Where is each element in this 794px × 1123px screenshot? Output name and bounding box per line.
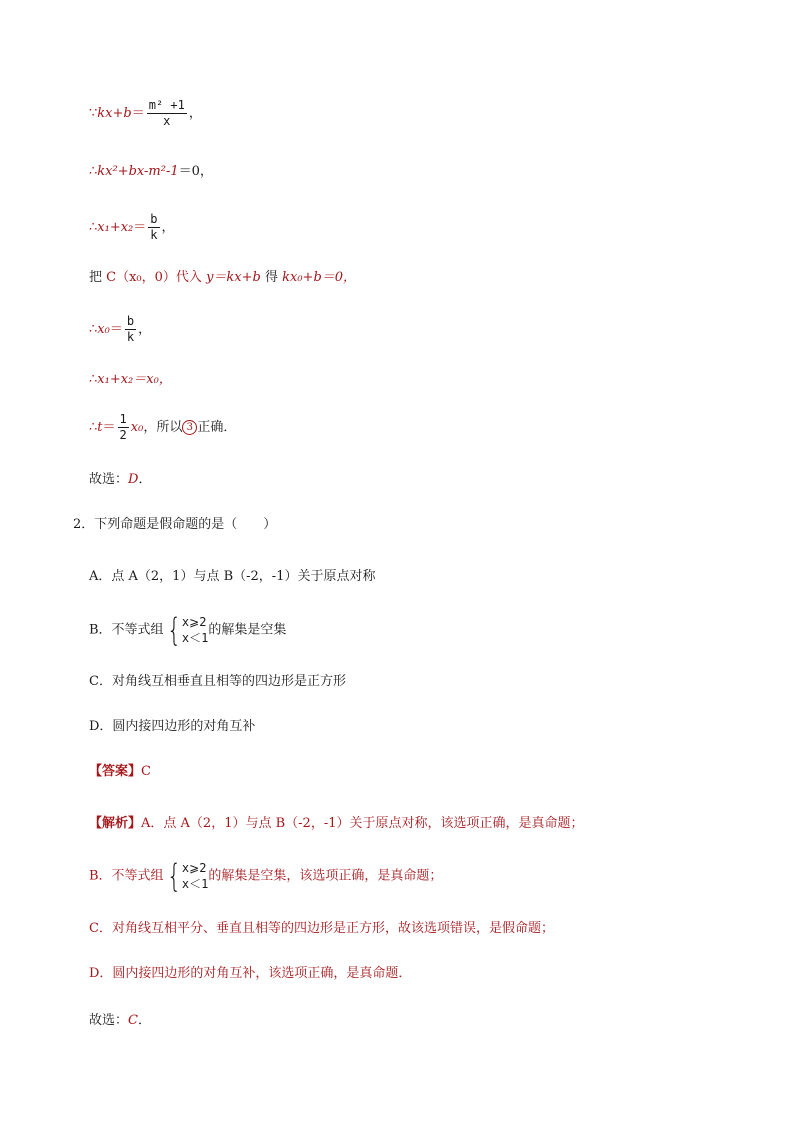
expression: kx²+bx-m²-1 xyxy=(97,164,179,179)
option-b-suffix: 的解集是空集 xyxy=(208,622,287,638)
punctuation: ． xyxy=(138,472,152,487)
analysis-b-suffix: 的解集是空集，该选项正确，是真命题； xyxy=(208,868,443,884)
text-suoyi: ，所以 xyxy=(143,420,183,435)
substitution-text: C（x₀，0）代入 xyxy=(106,270,202,285)
analysis-b xyxy=(89,857,443,895)
inequality-2: x＜1 xyxy=(181,877,209,891)
result-equation: kx₀+b＝0， xyxy=(282,270,357,285)
brace-icon: { xyxy=(166,611,181,649)
final-value: C xyxy=(128,1013,138,1028)
inequality-system xyxy=(164,857,209,895)
analysis-c: C．对角线互相平分、垂直且相等的四边形是正方形，故该选项错误，是假命题； xyxy=(89,921,554,936)
option-a: A．点 A（2，1）与点 B（-2，-1）关于原点对称 xyxy=(89,569,376,584)
expression: t xyxy=(97,420,103,435)
option-b-prefix: B．不等式组 xyxy=(89,622,164,638)
x0: x₀ xyxy=(130,420,144,435)
text-correct: 正确． xyxy=(197,420,237,435)
equation-tail: ＝0， xyxy=(178,164,213,179)
equals-sign: ＝ xyxy=(102,420,116,435)
answer-label: 【答案】 xyxy=(89,764,142,779)
punctuation: ， xyxy=(138,322,152,337)
numerator: m² +1 xyxy=(148,98,185,112)
equals-sign: ＝ xyxy=(133,220,147,235)
inequality-system xyxy=(164,611,209,649)
therefore-symbol: ∴ xyxy=(89,420,98,435)
question-stem: 2．下列命题是假命题的是（ ） xyxy=(73,517,277,532)
option-d: D．圆内接四边形的对角互补 xyxy=(89,719,256,734)
solution-final xyxy=(89,471,151,489)
denominator: k xyxy=(126,330,135,344)
numerator: b xyxy=(150,212,158,226)
equals-sign: ＝ xyxy=(131,106,145,121)
numerator: b xyxy=(126,314,135,328)
therefore-symbol: ∴ xyxy=(89,220,98,235)
because-symbol: ∵ xyxy=(89,106,98,121)
solution-line-3 xyxy=(89,212,175,243)
expression: x₀ xyxy=(97,322,110,337)
solution-line-5 xyxy=(89,314,151,345)
final-label: 故选： xyxy=(89,472,129,487)
denominator: x xyxy=(163,114,171,128)
fraction xyxy=(148,212,159,243)
inequality-1: x⩾2 xyxy=(181,615,207,629)
line-equation: y＝kx+b xyxy=(206,270,261,285)
expression: kx+b xyxy=(97,106,132,121)
solution-line-2 xyxy=(89,163,213,181)
numerator: 1 xyxy=(119,412,127,426)
solution-line-4 xyxy=(89,269,356,287)
therefore-symbol: ∴ xyxy=(89,164,98,179)
fraction xyxy=(118,412,129,443)
analysis-final xyxy=(89,1012,151,1030)
circled-number: 3 xyxy=(182,420,197,435)
text-ba: 把 xyxy=(89,270,103,285)
analysis-a xyxy=(89,815,583,833)
answer-line xyxy=(89,763,151,781)
fraction xyxy=(125,314,136,345)
brace-icon: { xyxy=(166,857,181,895)
expression: x₁+x₂ xyxy=(97,220,134,235)
equals-sign: ＝ xyxy=(109,322,123,337)
solution-line-6 xyxy=(89,371,172,389)
analysis-a-text: A．点 A（2，1）与点 B（-2，-1）关于原点对称，该选项正确，是真命题； xyxy=(141,816,584,831)
denominator: k xyxy=(150,228,158,242)
denominator: 2 xyxy=(119,428,127,442)
expression: x₁+x₂＝x₀， xyxy=(97,372,172,387)
inequality-2: x＜1 xyxy=(181,631,209,645)
final-label: 故选： xyxy=(89,1013,129,1028)
therefore-symbol: ∴ xyxy=(89,372,98,387)
option-c: C．对角线互相垂直且相等的四边形是正方形 xyxy=(89,674,346,689)
analysis-d: D．圆内接四边形的对角互补，该选项正确，是真命题． xyxy=(89,966,412,981)
inequality-1: x⩾2 xyxy=(181,861,207,875)
therefore-symbol: ∴ xyxy=(89,322,98,337)
analysis-b-prefix: B．不等式组 xyxy=(89,868,164,884)
punctuation: ． xyxy=(137,1013,151,1028)
analysis-label: 【解析】 xyxy=(89,816,142,831)
solution-line-7 xyxy=(89,412,236,443)
final-value: D xyxy=(128,472,139,487)
punctuation: ， xyxy=(161,220,175,235)
solution-line-1 xyxy=(89,98,202,129)
option-b xyxy=(89,611,287,649)
fraction xyxy=(147,98,187,129)
answer-value: C xyxy=(141,764,151,779)
text-de: 得 xyxy=(264,270,278,285)
punctuation: ， xyxy=(188,106,202,121)
